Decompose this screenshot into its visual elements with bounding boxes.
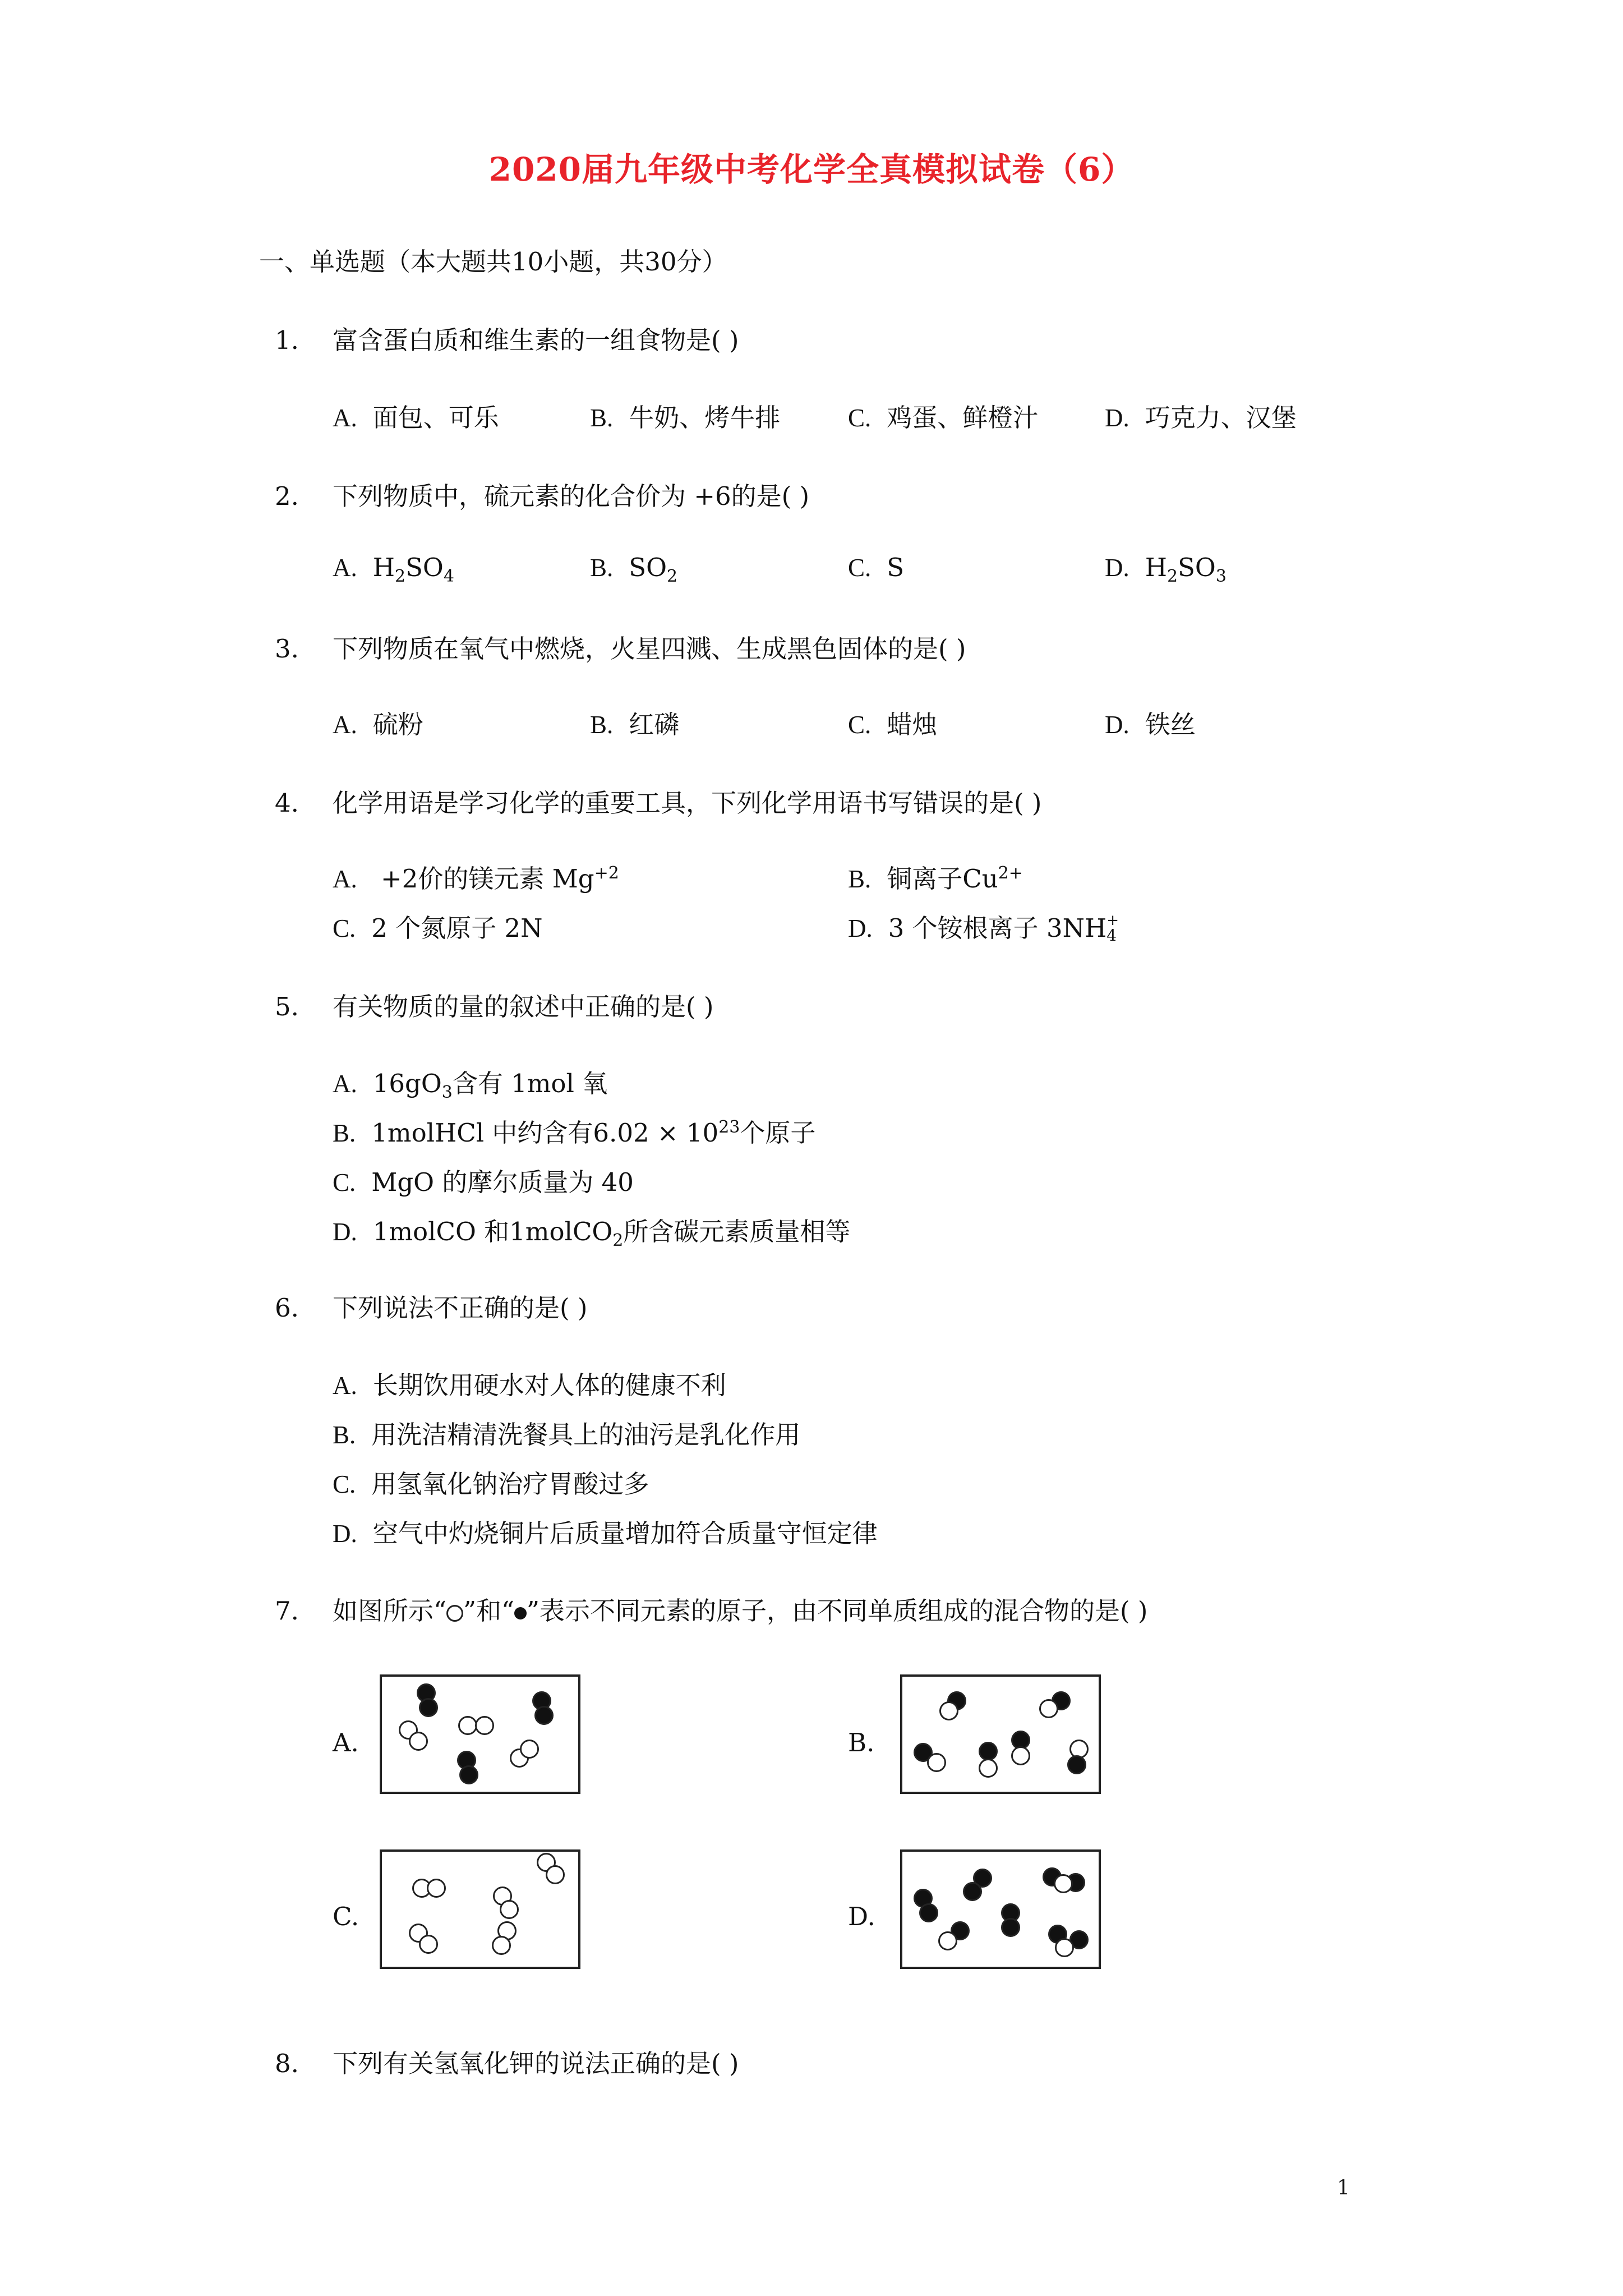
formula-subscript: 4 [1106,926,1117,945]
light-atom [427,1879,446,1898]
option-text: 1molCO 和1molCO [372,1217,613,1246]
question-text-part: ”表示不同元素的原子，由不同单质组成的混合物的是( ) [527,1596,1148,1626]
question-text: 下列物质在氧气中燃烧，火星四溅、生成黑色固体的是( ) [333,634,966,664]
question-text [333,1590,1147,1627]
option-text: 用氢氧化钠治疗胃酸过多 [371,1469,649,1499]
option [333,1211,850,1250]
formula-superscript: 2+ [998,863,1023,883]
light-atom [1011,1746,1030,1765]
formula-subscript: 2 [395,567,406,586]
question-number: 8. [275,2049,299,2078]
option [590,704,679,740]
option [848,397,1038,434]
light-atom [409,1732,428,1751]
option-label: B. [333,1421,356,1449]
option-label: C. [333,914,356,942]
option-label: A. [333,711,357,739]
option [333,397,499,434]
question-text: 下列物质中，硫元素的化合价为 +6的是( ) [333,481,810,511]
page-title: 2020届九年级中考化学全真模拟试卷（6） [488,150,1135,188]
option [1105,553,1227,586]
formula-subscript: 4 [443,567,454,586]
option-label: B. [333,1119,356,1147]
question-number: 6. [275,1293,299,1323]
option-text: 所含碳元素质量相等 [623,1217,851,1246]
open-circle-icon [446,1605,463,1622]
option-label: A. [333,1372,357,1400]
option [848,704,937,740]
option-text: 硫粉 [372,710,423,739]
question-number: 5. [275,992,299,1022]
light-atom [500,1900,519,1919]
light-atom [475,1716,494,1735]
dark-atom [1001,1918,1020,1937]
option-label: D. [1105,404,1129,432]
formula-text: SO [629,553,667,582]
option-label: D. [848,1902,875,1931]
dark-atom [1067,1755,1086,1774]
option-text: 含有 1mol 氧 [452,1069,608,1098]
page-number: 1 [1337,2177,1350,2200]
light-atom [1055,1938,1074,1957]
question-text: 化学用语是学习化学的重要工具，下列化学用语书写错误的是( ) [333,788,1042,818]
light-atom [938,1931,957,1950]
option-label: C. [333,1902,359,1931]
light-atom [1039,1699,1058,1718]
option [848,553,904,582]
option-text: 16gO [372,1069,442,1098]
option-text: 蜡烛 [887,710,938,739]
option [333,1414,800,1451]
option [333,1063,607,1102]
dark-atom [963,1882,982,1901]
option-label: B. [590,404,614,432]
option-text: MgO 的摩尔质量为 40 [371,1167,634,1197]
formula-text: H [1145,553,1167,582]
option-label: B. [590,711,614,739]
question-text: 富含蛋白质和维生素的一组食物是( ) [333,325,739,355]
light-atom [1054,1874,1073,1893]
option [333,858,619,895]
option-text: 牛奶、烤牛排 [629,403,781,432]
option-text: +2价的镁元素 Mg [372,864,594,894]
option [1105,397,1297,434]
option [848,858,1023,895]
light-atom [927,1753,946,1772]
option-label: A. [333,1070,357,1098]
option-label: C. [333,1168,356,1197]
formula-superscript: +2 [594,863,619,883]
formula-text: SO [1178,553,1216,582]
option [590,397,780,434]
option-label: D. [333,1218,357,1246]
option-label: A. [333,554,357,582]
diagram-box-d [900,1849,1101,1969]
option-text: 2 个氮原子 2N [371,913,543,943]
formula-superscript: 23 [718,1117,740,1137]
option [333,1365,726,1401]
question-text: 有关物质的量的叙述中正确的是( ) [333,992,714,1022]
option-label: C. [848,711,872,739]
light-atom [546,1865,565,1884]
dark-atom [459,1765,478,1784]
question-number: 4. [275,788,299,818]
diagram-box-b [900,1674,1101,1794]
option-text: 铜离子Cu [887,864,998,894]
question-text: 下列有关氢氧化钾的说法正确的是( ) [333,2049,739,2078]
formula-subscript: 2 [667,567,678,586]
formula-superscript: + [1106,912,1119,929]
light-atom [492,1936,511,1955]
option [333,704,423,740]
diagram-box-c [380,1849,580,1969]
option-label: A. [333,1728,359,1757]
question-number: 3. [275,634,299,664]
formula-subscript: 3 [441,1083,453,1102]
option-label: D. [848,914,873,942]
light-atom [939,1701,958,1720]
option [333,553,454,586]
question-number: 7. [275,1596,299,1626]
option-label: C. [848,554,872,582]
filled-dot-icon [514,1607,527,1619]
option [590,553,677,586]
option [333,1112,815,1149]
option [333,1513,878,1549]
question-text: 下列说法不正确的是( ) [333,1293,588,1323]
option-text: 铁丝 [1145,710,1196,739]
formula-text: H [372,553,395,582]
option-text: S [887,553,905,582]
diagram-box-a [380,1674,580,1794]
formula-subscript: 3 [1215,567,1227,586]
option [1105,704,1196,740]
option-text: 鸡蛋、鲜橙汁 [887,403,1039,432]
dark-atom [979,1742,998,1761]
option-label: D. [1105,711,1129,739]
option [848,908,1119,946]
option-label: B. [848,1728,875,1757]
light-atom [520,1740,539,1759]
option-label: D. [333,1520,357,1548]
option-text: 长期饮用硬水对人体的健康不利 [372,1370,726,1400]
option-label: A. [333,404,357,432]
formula-subscript: 2 [612,1231,624,1250]
option-label: B. [590,554,614,582]
question-number: 2. [275,481,299,511]
light-atom [419,1935,438,1954]
option [333,908,543,944]
option-text: 3 个铵根离子 3NH [888,913,1107,943]
option-text: 空气中灼烧铜片后质量增加符合质量守恒定律 [372,1519,878,1548]
option-label: A. [333,865,357,893]
option-label: B. [848,865,872,893]
option-text: 用洗洁精清洗餐具上的油污是乳化作用 [371,1420,801,1450]
option-label: C. [333,1470,356,1498]
question-number: 1. [275,325,299,355]
option-text: 面包、可乐 [372,403,499,432]
option-label: D. [1105,554,1129,582]
option-text: 巧克力、汉堡 [1145,403,1297,432]
formula-text: SO [405,553,444,582]
option-text: 个原子 [740,1118,816,1148]
option-label: C. [848,404,872,432]
option [333,1162,634,1198]
section-heading: 一、单选题（本大题共10小题，共30分） [259,247,727,277]
light-atom [458,1716,477,1735]
dark-atom [919,1903,938,1922]
dark-atom [419,1698,438,1717]
question-text-part: 如图所示“ [333,1596,447,1626]
option-text: 1molHCl 中约含有6.02 × 10 [371,1118,719,1148]
formula-subscript: 2 [1167,567,1178,586]
light-atom [979,1759,998,1778]
question-text-part: ”和“ [463,1596,515,1626]
dark-atom [534,1706,554,1725]
option-text: 红磷 [629,710,680,739]
option [333,1464,649,1500]
